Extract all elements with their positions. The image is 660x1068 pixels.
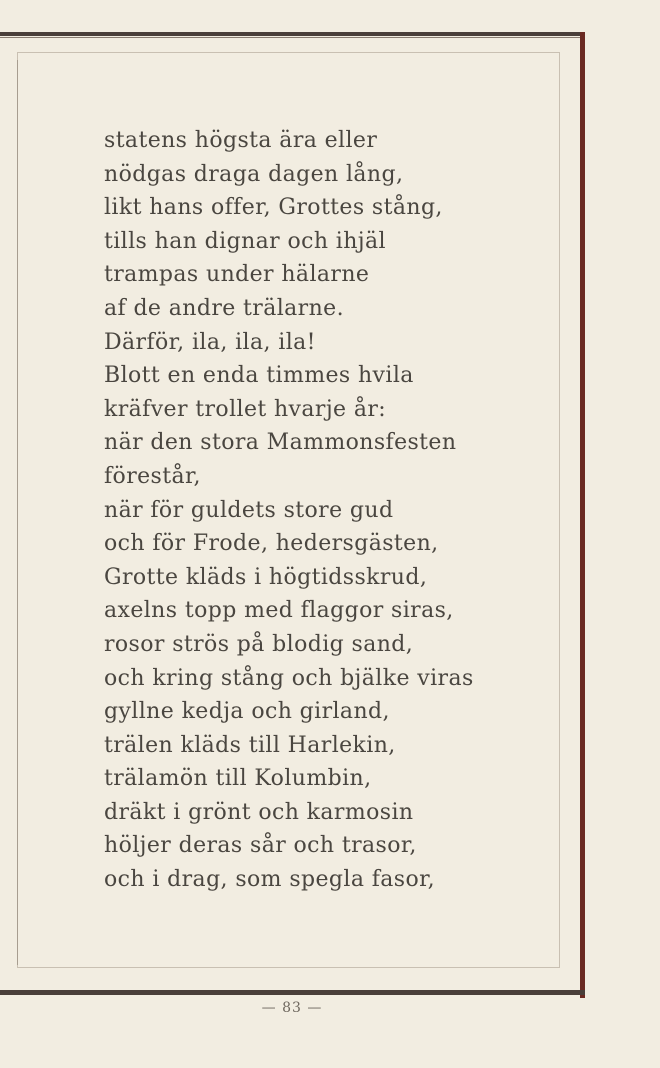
- poem-line: förestår,: [104, 463, 201, 489]
- frame-left-edge: [17, 60, 18, 965]
- poem-line: axelns topp med flaggor siras,: [104, 598, 454, 624]
- top-border-rule: [0, 32, 584, 36]
- poem-line: Grotte kläds i högtidsskrud,: [104, 564, 428, 590]
- poem-line: tills han dignar och ihjäl: [104, 228, 386, 254]
- poem-line: och för Frode, hedersgästen,: [104, 531, 439, 557]
- poem-line: nödgas draga dagen lång,: [104, 161, 404, 187]
- poem-line: trälamön till Kolumbin,: [104, 766, 372, 792]
- poem-line: när för guldets store gud: [104, 497, 394, 523]
- poem-line: dräkt i grönt och karmosin: [104, 799, 414, 825]
- poem-line: trälen kläds till Harlekin,: [104, 732, 396, 758]
- poem-line: trampas under hälarne: [104, 262, 370, 288]
- right-border-rule: [580, 32, 585, 998]
- poem-line: Därför, ila, ila, ila!: [104, 329, 316, 355]
- poem-line: höljer deras sår och trasor,: [104, 833, 417, 859]
- poem-line: gyllne kedja och girland,: [104, 699, 390, 725]
- poem-line: statens högsta ära eller: [104, 128, 378, 153]
- poem-line: kräfver trollet hvarje år:: [104, 396, 387, 422]
- top-border-thin-rule: [0, 37, 584, 38]
- poem-line: och i drag, som spegla fasor,: [104, 867, 436, 893]
- poem-line: af de andre trälarne.: [104, 295, 344, 321]
- page-number: — 83 —: [261, 1000, 323, 1016]
- poem-line: när den stora Mammonsfesten: [104, 430, 457, 456]
- poem-text: [104, 124, 544, 897]
- poem-line: och kring stång och bjälke viras: [104, 665, 474, 691]
- poem-line: rosor strös på blodig sand,: [104, 631, 414, 657]
- poem-line: likt hans offer, Grottes stång,: [104, 195, 443, 221]
- bottom-border-rule: [0, 990, 585, 995]
- poem-line: Blott en enda timmes hvila: [104, 363, 414, 389]
